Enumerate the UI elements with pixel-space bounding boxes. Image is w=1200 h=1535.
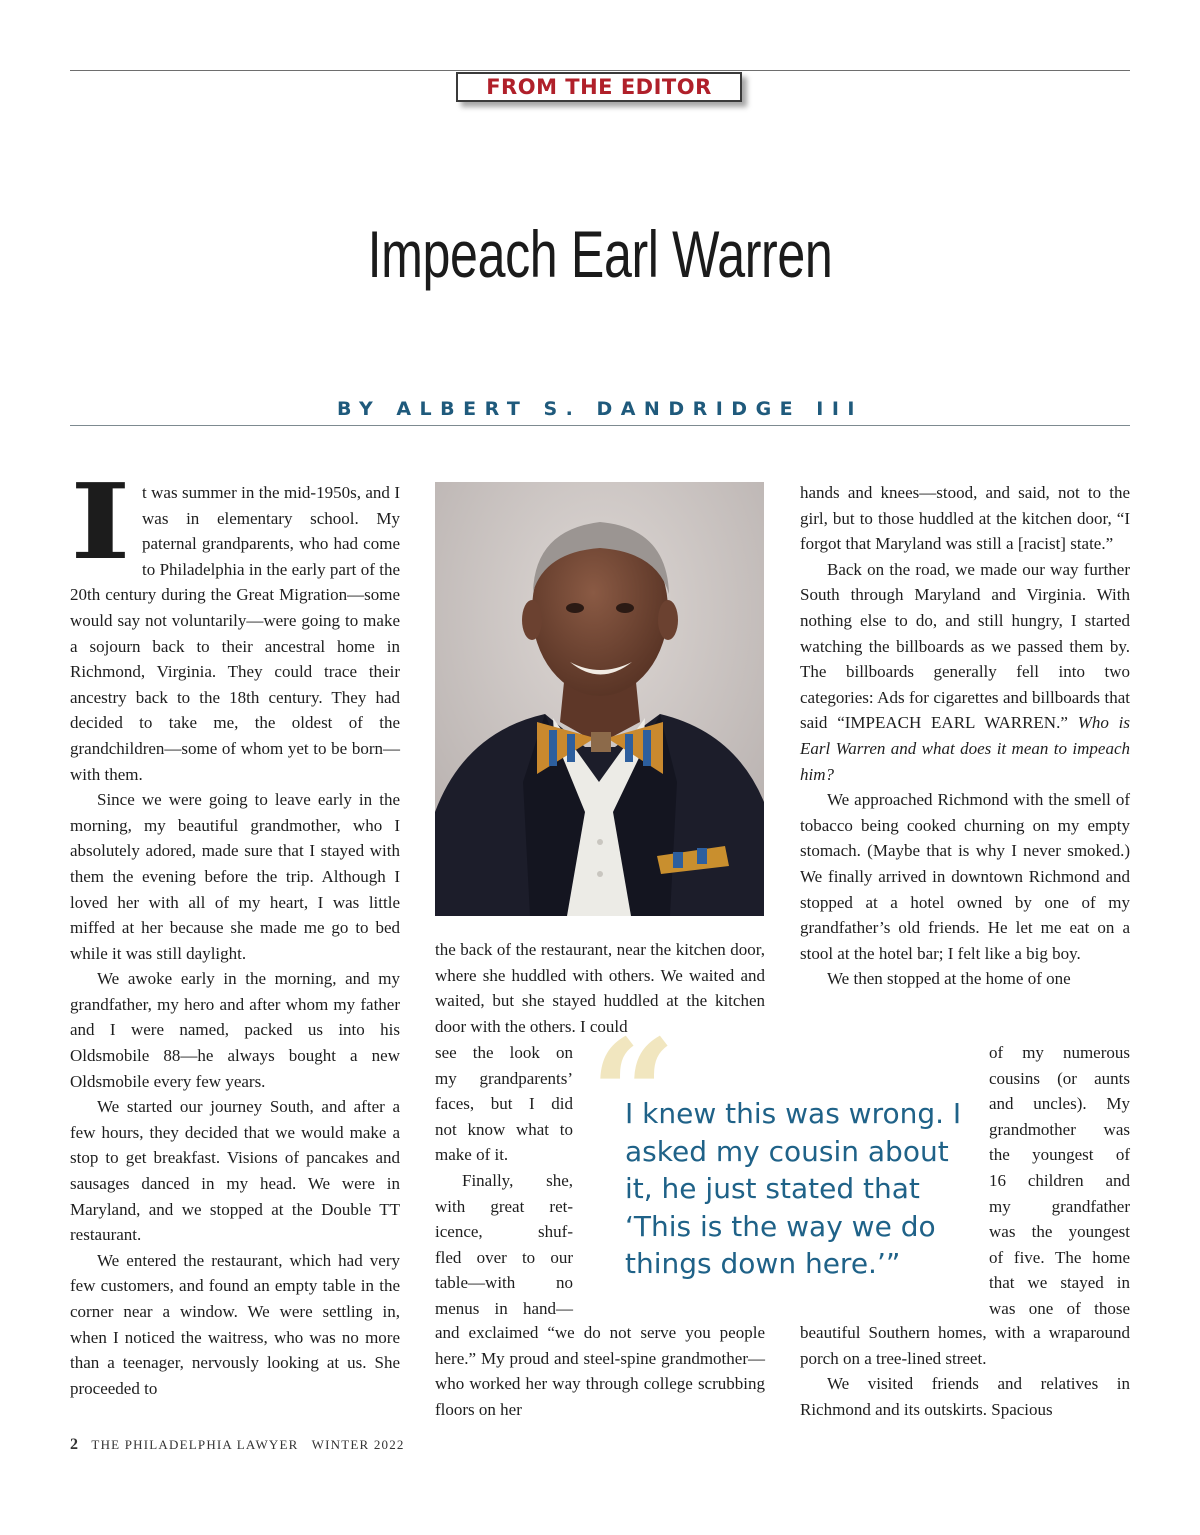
paragraph-text: t was summer in the mid-1950s, and I was in elementary school. My paternal grandparents, who had come to Philadelphia in the early part of the 20th century during the Great Migration—some would say not voluntarily—were going to make a sojourn back to their ancestral home in Richmond, Virginia. They could trace their ancestry back to the 18th century. They had decided to take me, the oldest of the grandchildren—some of whom yet to be born—with them. [70,483,400,784]
text-line: not know what to [435,1119,573,1139]
text-line: my grandparents’ [435,1068,573,1088]
pull-quote-mark: “ [590,1007,677,1183]
article-title: Impeach Earl Warren [367,217,833,291]
paragraph: We visited friends and relatives in Richmond and its outskirts. Spacious [800,1374,1130,1419]
section-tag: FROM THE EDITOR [456,72,742,102]
text-line: see the look on [435,1043,573,1062]
narrow-block-1 [435,1040,573,1168]
paragraph: beautiful Southern homes, with a wraparound porch on a tree-lined street. [800,1323,1130,1368]
pull-quote: I knew this was wrong. I asked my cousin about it, he just stated that ‘This is the way we do things down here.’” [625,1097,962,1280]
text-line: was the youngest [989,1222,1130,1242]
text-line: faces, but I did [435,1094,573,1114]
column-3-narrow [989,1040,1130,1322]
paragraph: hands and knees—stood, and said, not to the girl, but to those huddled at the kitchen door, “I forgot that Maryland was still a [racist] state.” [800,483,1130,554]
text-line: and uncles). My [989,1094,1130,1114]
paragraph-text: Back on the road, we made our way further South through Maryland and Virginia. With nothing else to do, and still hungry, I started watching the billboards as we passed them by. The billboards generally fell into two categories: Ads for cigarettes and billboards that said “IMPEACH EARL WARREN.” [800,559,1130,733]
author-photo [435,482,764,916]
text-line: with great ret- [435,1196,573,1216]
paragraph: We approached Richmond with the smell of tobacco being cooked churning on my empty stomach. (Maybe that is why I never smoked.) We finally arrived in downtown Richmond and stopped at a hotel owned by one of my grandfather’s old friends. He let me eat on a stool at the hotel bar; I felt like a big boy. [800,790,1130,963]
column-3 [800,480,1130,992]
drop-cap: I [70,460,131,583]
page-number: 2 [70,1436,80,1453]
text-line: table—with no [435,1273,573,1293]
text-line: my grandfather [989,1196,1130,1216]
paragraph: We awoke early in the morning, and my grandfather, my hero and after whom my father and I were named, packed us into his Oldsmobile 88—he always bought a new Oldsmobile every few years. [70,969,400,1091]
paragraph: We started our journey South, and after a few hours, they decided that we would make a stop to get breakfast. Visions of pancakes and sausages danced in my head. We were in Maryland, and we stopped at the Double TT restaurant. [70,1097,400,1245]
paragraph: the back of the restaurant, near the kitchen door, where she huddled with others. We waited and waited, but she stayed huddled at the kitchen door with the others. I could [435,940,765,1036]
paragraph: Since we were going to leave early in the morning, my beautiful grandmother, who I absolutely adored, made sure that I stayed with them the evening before the trip. Although I loved her with all of my heart, I was little miffed at her because she made me go to bed while it was still daylight. [70,790,400,963]
text-line: 16 children and [989,1170,1130,1190]
text-line: the youngest of [989,1145,1130,1165]
text-line: Finally, she, [462,1170,573,1190]
byline-rule [70,425,1130,426]
text-line: make of it. [435,1145,509,1165]
text-line: fled over to our [435,1247,573,1267]
page-footer [70,1436,405,1454]
narrow-block-2 [435,1168,573,1322]
column-2-narrow [435,1040,573,1322]
paragraph [800,557,1130,787]
text-line: of my numerous [989,1043,1130,1062]
paragraph: We entered the restaurant, which had very few customers, and found an empty table in the corner near a window. We were settling in, when I noticed the waitress, who was no more than a teenager, nervously looking at us. She proceeded to [70,1250,400,1398]
portrait-illustration [435,482,764,916]
text-line: was one of those [989,1298,1130,1318]
italic-question: Who is Earl Warren and what does it mean to impeach him? [800,713,1131,784]
column-2-lower [435,1320,765,1422]
paragraph: and exclaimed “we do not serve you people here.” My proud and steel-spine grandmother—who worked her way through college scrubbing floors on her [435,1323,765,1419]
text-line: of five. The home [989,1247,1130,1267]
top-rule [70,70,1130,71]
byline: BY ALBERT S. DANDRIDGE III [337,398,863,420]
text-line: menus in hand— [435,1298,573,1318]
text-line: that we stayed in [989,1273,1130,1293]
paragraph: We then stopped at the home of one [827,969,1071,989]
publication-name: THE PHILADELPHIA LAWYER [91,1437,299,1452]
column-3-lower [800,1320,1130,1422]
column-1 [70,460,400,1401]
text-line: icence, shuf- [435,1222,573,1242]
text-line: grandmother was [989,1119,1130,1139]
paragraph [70,460,400,787]
issue-date: WINTER 2022 [311,1437,405,1452]
text-line: cousins (or aunts [989,1068,1130,1088]
